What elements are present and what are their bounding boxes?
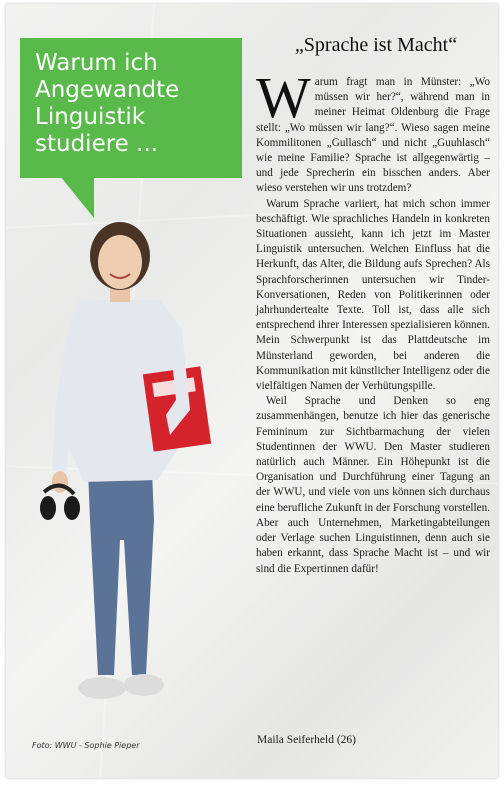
sidebar-title: Warum ich Angewandte Linguistik studiere ... [35,50,180,157]
right-shoe [124,674,164,696]
drop-cap: W [256,65,311,130]
student-photo [40,220,220,720]
article-paragraph: Weil Sprache und Denken so eng zusammenhängen, benutze ich hier das generische Femininum zur Sichtbarmachung der vielen Studentinnen der WWU. Den Master studieren natürlich auch Männer. Ein Höhepunkt ist die Organisation und Durchführung einer Tagung an der WWU, und viele von uns können sich durchaus eine berufliche Zukunft in der Forschung vorstellen. Aber auch Unternehmen, Marketingabteilungen oder Verlage suchen Linguistinnen, denn auch sie haben erkannt, dass Sprache Macht ist – und wir sind die Expertinnen dafür! [256,395,490,575]
article-author: Maila Seiferheld (26) [257,734,356,746]
photo-credit: Foto: WWU - Sophie Pieper [32,741,140,750]
speech-bubble-pointer [60,176,94,218]
article-paragraph: Warum fragt man in Münster: „Wo müssen wir her?“, während man in meiner Heimat Oldenburg die Frage stellt: „Wo müssen wir lang?“. Wieso sagen meine Kommilitonen „Gullasch“ und nicht „Guuhlasch“ wie meine Familie? Sprache ist allgegenwärtig – und jede Sprecherin ein bisschen anders. Aber wieso verstehen wir uns trotzdem? [256,65,490,195]
article-paragraph: Warum Sprache variiert, hat mich schon immer beschäftigt. Wie sprachliches Handeln in konkreten Situationen aussieht, kann ich jetzt im Master Linguistik untersuchen. Welchen Einfluss hat die Herkunft, das Alter, die Bildung aufs Sprechen? Als Sprachforscherinnen untersuchen wir Tinder-Konversationen, Reden von Politikerinnen oder jahrhundertealte Texte. Toll ist, dass alle sich entsprechend ihrer Interessen spezialisieren können. Mein Schwerpunkt ist das Plattdeutsche im Münsterland geworden, bei anderen die Kommunikation mit künstlicher Intelligenz oder die vielfältigen Namen der Verhütungspille. [256,197,490,393]
left-shoe [78,677,126,699]
article-headline: „Sprache ist Macht“ [294,34,458,56]
jeans [88,470,154,675]
article-body [256,65,490,577]
face [98,235,142,289]
left-hand [52,471,68,493]
